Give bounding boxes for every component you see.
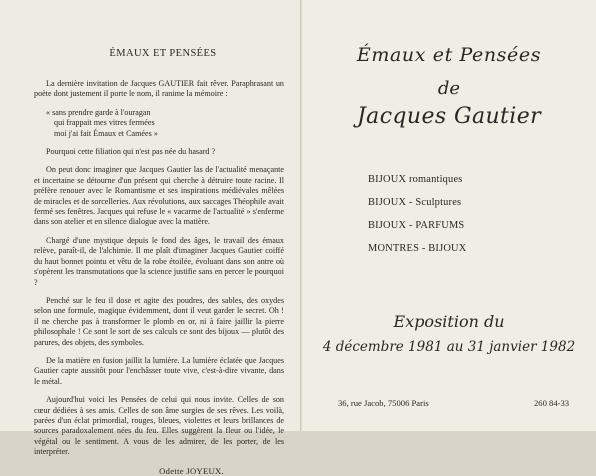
artist-name: Jacques Gautier xyxy=(356,104,542,129)
offer-item: BIJOUX - Sculptures xyxy=(368,197,462,208)
paragraph-5: Penché sur le feu il dose et agite des poudres, des sables, des oxydes selon une formule, magique évidemment, dont il veut garder le secret. Oh ! il ne cherche pas à transformer le plomb en or, ni à faire jaillir la pierre philosophale ! Ce sont le sort de ses calculs ce sont des bijoux — plutôt des parures, des objets, des symboles. xyxy=(34,295,284,347)
paragraph-1: La dernière invitation de Jacques GAUTIER fait rêver. Paraphrasant un poète dont justement il porte le nom, il ranime la mémoire : xyxy=(34,79,284,99)
exhibition-title: Émaux et Pensées xyxy=(356,44,542,66)
offer-list xyxy=(368,174,588,266)
left-title: ÉMAUX ET PENSÉES xyxy=(109,48,217,59)
paragraph-7: Aujourd'hui voici les Pensées de celui qui nous invite. Celles de son cœur dédiées à ses amis. Celles de son âme surgies de ses rêves. Les voilà, parées d'un éclat primordial, rouges, bleues, violettes et leurs brillances de sources paradoxalement nées du feu. Elles suggèrent la fleur ou l'idée, le végétal ou le sentiment. A vous de les admirer, de les porter, de les interpréter. xyxy=(34,395,284,457)
paragraph-2: Pourquoi cette filiation qui n'est pas née du hasard ? xyxy=(46,147,216,157)
quote-line-1: « sans prendre garde à l'ouragan xyxy=(46,107,151,117)
signature: Odette JOYEUX. xyxy=(159,465,224,476)
right-panel xyxy=(302,0,596,431)
gallery-address: 36, rue Jacob, 75006 Paris xyxy=(338,398,429,408)
quote-line-2: qui frappait mes vitres fermées xyxy=(54,118,155,128)
offer-item: MONTRES - BIJOUX xyxy=(368,243,467,254)
paragraph-3: On peut donc imaginer que Jacques Gautier las de l'actualité menaçante et incertaine se détourne d'un présent qui cherche à détruire toute racine. Il préfère renouer avec le Romantisme et ses inspirations médiévales mêlées de miracles et de sorcelleries. Aux révolutions, aux saccages Théophile avait fermé ses fenêtres. Jacques qui refuse le « vacarme de l'actualité » s'enferme dans son atelier et en silence dialogue avec la matière. xyxy=(34,165,284,227)
poem-quote xyxy=(46,108,284,139)
offer-item: BIJOUX - PARFUMS xyxy=(368,220,465,231)
paragraph-6: De la matière en fusion jaillit la lumière. La lumière éclatée que Jacques Gautier capte aussitôt pour l'enchâsser toute vive, c'est-à-dire vivante, dans le métal. xyxy=(34,355,284,386)
gallery-phone: 260 84-33 xyxy=(534,398,570,408)
exhibition-dates: 4 décembre 1981 au 31 janvier 1982 xyxy=(322,339,576,355)
quote-line-3: moi j'ai fait Émaux et Camées » xyxy=(54,128,158,138)
title-de: de xyxy=(437,78,461,99)
exposition-label: Exposition du xyxy=(393,312,505,331)
paragraph-4: Chargé d'une mystique depuis le fond des âges, le travail des émaux relève, paraît-il, de l'alchimie. Il me plaît d'imaginer Jacques Gautier coiffé du haut bonnet pointu et vêtu de la robe étoilée, évoluant dans son antre où s'opèrent les transmutations que la science justifie sans en percer le pourquoi ? xyxy=(34,235,284,287)
offer-item: BIJOUX romantiques xyxy=(368,174,463,185)
